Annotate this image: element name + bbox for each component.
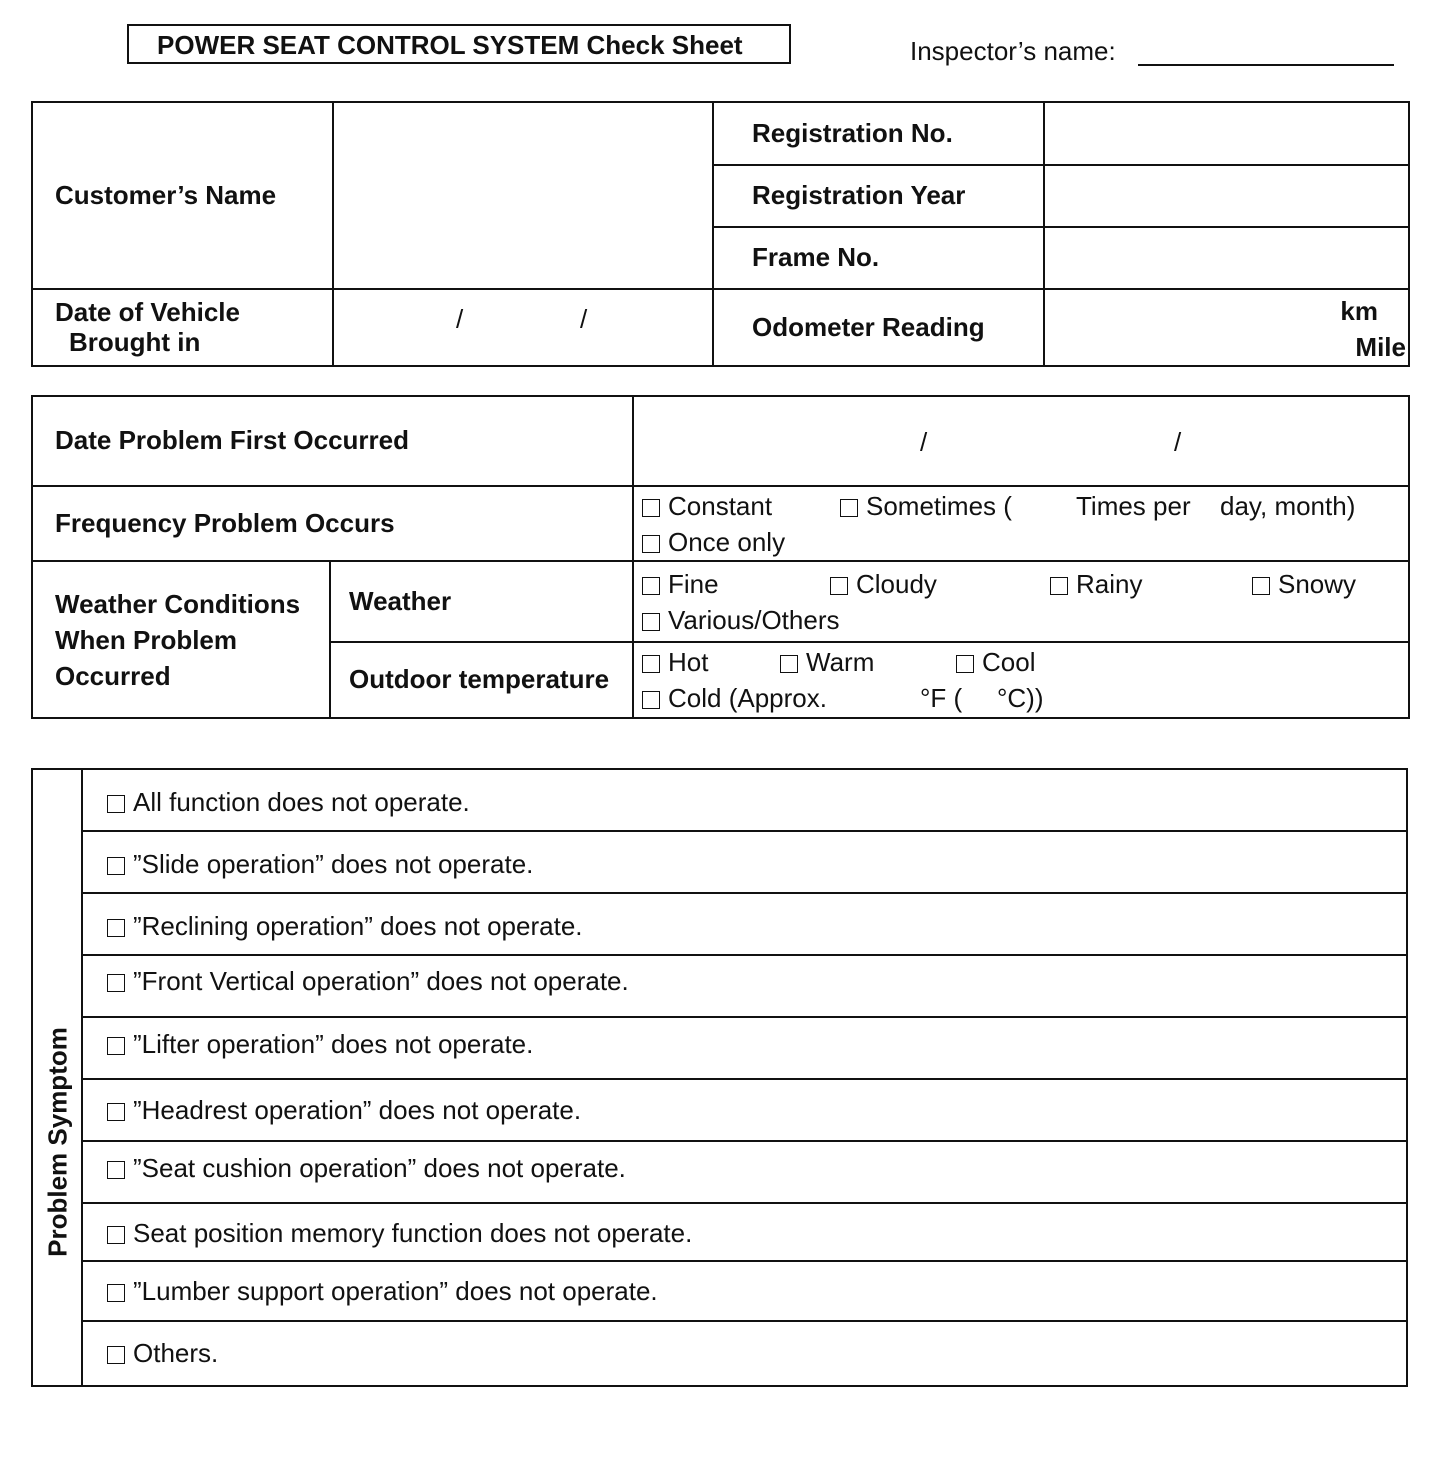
symptom-label: Others. (133, 1338, 219, 1368)
weather-conditions-label-line2: When Problem (55, 624, 238, 655)
checkbox[interactable] (107, 1103, 125, 1121)
deg-f-label: °F ( (920, 683, 963, 713)
checkbox[interactable] (1252, 577, 1270, 595)
checkbox[interactable] (642, 691, 660, 709)
checkbox[interactable] (107, 1226, 125, 1244)
frequency-options (633, 486, 1409, 561)
registration-year-label: Registration Year (713, 165, 1044, 227)
checkbox[interactable] (107, 1346, 125, 1364)
symptom-label: ”Slide operation” does not operate. (133, 849, 534, 879)
checkbox[interactable] (840, 499, 858, 517)
check-sheet-title: POWER SEAT CONTROL SYSTEM Check Sheet (127, 24, 791, 64)
checkbox[interactable] (107, 919, 125, 937)
date-brought-in-field[interactable] (333, 289, 713, 366)
symptom-label: ”Headrest operation” does not operate. (133, 1095, 582, 1125)
date-separator: / (580, 304, 588, 334)
registration-no-label: Registration No. (713, 102, 1044, 165)
symptom-row[interactable] (83, 832, 1406, 894)
temperature-options (633, 642, 1409, 718)
temp-cold-option[interactable] (642, 680, 827, 716)
temp-hot-option[interactable] (642, 644, 708, 680)
inspector-name-label: Inspector’s name: (910, 36, 1116, 66)
option-label: Cloudy (856, 568, 937, 599)
temp-warm-option[interactable] (780, 644, 874, 680)
weather-conditions-label-line3: Occurred (55, 660, 171, 691)
symptom-row[interactable] (83, 1322, 1406, 1385)
date-brought-in-label (32, 289, 333, 366)
option-label: Once only (668, 526, 786, 557)
checkbox[interactable] (642, 499, 660, 517)
checkbox[interactable] (107, 795, 125, 813)
symptom-label: Seat position memory function does not operate. (133, 1218, 693, 1248)
customer-name-field[interactable] (333, 102, 713, 289)
frequency-label: Frequency Problem Occurs (32, 486, 633, 561)
weather-cloudy-option[interactable] (830, 566, 937, 602)
symptom-row[interactable] (83, 894, 1406, 956)
deg-c-label: °C)) (997, 683, 1044, 713)
checkbox[interactable] (642, 535, 660, 553)
day-month-label: day, month) (1220, 490, 1356, 521)
symptom-row[interactable] (83, 956, 1406, 1018)
date-first-occurred-label: Date Problem First Occurred (32, 396, 633, 486)
symptom-label: ”Front Vertical operation” does not operate. (133, 966, 629, 996)
registration-year-field[interactable] (1044, 165, 1409, 227)
odometer-field[interactable] (1044, 289, 1409, 366)
date-brought-in-label-line2: Brought in (69, 326, 201, 357)
checkbox[interactable] (107, 1284, 125, 1302)
option-label: Fine (668, 568, 719, 599)
option-label: Rainy (1076, 568, 1143, 599)
unit-km: km (1340, 296, 1378, 326)
symptom-row[interactable] (83, 1018, 1406, 1080)
frequency-constant-option[interactable] (642, 488, 772, 524)
weather-various-option[interactable] (642, 602, 839, 638)
frequency-sometimes-option[interactable] (840, 488, 1012, 524)
symptom-label: ”Seat cushion operation” does not operate. (133, 1153, 626, 1183)
date-separator: / (920, 427, 928, 457)
option-label: Cool (982, 647, 1036, 677)
weather-conditions-label-line1: Weather Conditions (55, 588, 301, 619)
symptom-label: ”Lifter operation” does not operate. (133, 1029, 534, 1059)
symptom-label: All function does not operate. (133, 787, 470, 817)
option-label: Hot (668, 647, 709, 677)
symptom-row[interactable] (83, 1142, 1406, 1204)
customer-name-label: Customer’s Name (32, 102, 333, 289)
times-per-label: Times per (1076, 490, 1191, 521)
weather-conditions-label (32, 561, 330, 718)
frame-no-field[interactable] (1044, 227, 1409, 289)
weather-options (633, 561, 1409, 642)
checkbox[interactable] (107, 974, 125, 992)
symptom-label: ”Reclining operation” does not operate. (133, 911, 583, 941)
temp-cool-option[interactable] (956, 644, 1035, 680)
unit-mile: Mile (1355, 332, 1406, 362)
option-label: Cold (Approx. (668, 683, 827, 713)
date-first-occurred-field[interactable] (633, 396, 1409, 486)
option-label: Warm (806, 647, 875, 677)
date-separator: / (456, 304, 464, 334)
option-label: Snowy (1278, 568, 1357, 599)
symptom-row[interactable] (83, 770, 1406, 832)
option-label: Various/Others (668, 604, 840, 635)
inspector-name-field[interactable] (1138, 64, 1394, 66)
checkbox[interactable] (1050, 577, 1068, 595)
option-label: Constant (668, 490, 773, 521)
problem-symptom-table (31, 768, 1408, 1387)
date-brought-in-label-line1: Date of Vehicle (55, 296, 240, 327)
checkbox[interactable] (830, 577, 848, 595)
symptom-label: ”Lumber support operation” does not operate. (133, 1276, 658, 1306)
odometer-label: Odometer Reading (713, 289, 1044, 366)
outdoor-temperature-label: Outdoor temperature (330, 642, 633, 718)
checkbox[interactable] (642, 655, 660, 673)
checkbox[interactable] (642, 613, 660, 631)
weather-rainy-option[interactable] (1050, 566, 1142, 602)
symptom-row[interactable] (83, 1080, 1406, 1142)
checkbox[interactable] (642, 577, 660, 595)
frequency-once-option[interactable] (642, 524, 785, 560)
weather-snowy-option[interactable] (1252, 566, 1356, 602)
conditions-table (31, 395, 1410, 719)
problem-symptom-label: Problem Symptom (42, 1027, 73, 1257)
checkbox[interactable] (780, 655, 798, 673)
checkbox[interactable] (107, 1037, 125, 1055)
frame-no-label: Frame No. (713, 227, 1044, 289)
checkbox[interactable] (956, 655, 974, 673)
vehicle-info-table (31, 101, 1410, 367)
checkbox[interactable] (107, 857, 125, 875)
weather-label: Weather (330, 561, 633, 642)
problem-symptom-label-column (33, 770, 83, 1385)
weather-fine-option[interactable] (642, 566, 719, 602)
option-label: Sometimes ( (866, 490, 1012, 521)
checkbox[interactable] (107, 1161, 125, 1179)
symptom-row[interactable] (83, 1204, 1406, 1262)
registration-no-field[interactable] (1044, 102, 1409, 165)
date-separator: / (1174, 427, 1182, 457)
symptom-row[interactable] (83, 1262, 1406, 1322)
